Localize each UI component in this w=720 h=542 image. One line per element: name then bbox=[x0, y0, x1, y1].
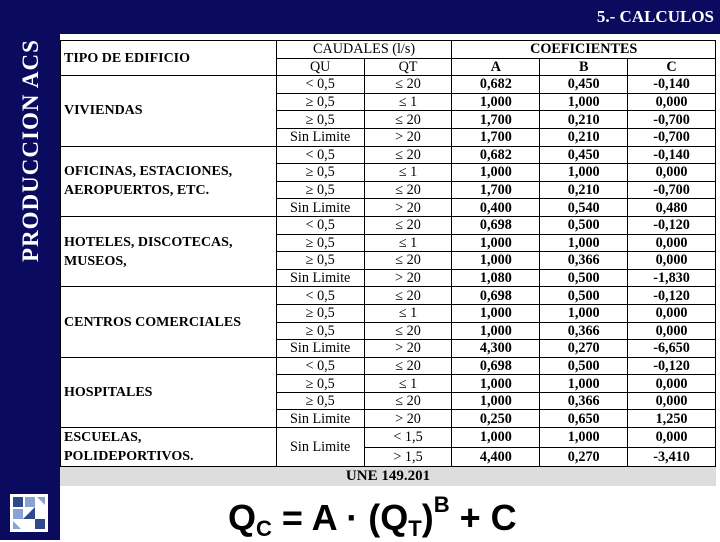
cell-qu: < 0,5 bbox=[276, 287, 364, 305]
cell-c: 0,000 bbox=[628, 234, 716, 252]
cell-a: 1,700 bbox=[452, 111, 540, 129]
cell-b: 0,500 bbox=[540, 269, 628, 287]
cell-b: 1,000 bbox=[540, 375, 628, 393]
cell-a: 1,080 bbox=[452, 269, 540, 287]
cell-qt: ≤ 20 bbox=[364, 181, 452, 199]
cell-qt: < 1,5 bbox=[364, 428, 452, 448]
cell-a: 1,000 bbox=[452, 93, 540, 111]
cell-b: 1,000 bbox=[540, 428, 628, 448]
building-type: ESCUELAS, POLIDEPORTIVOS. bbox=[61, 428, 277, 467]
cell-c: -0,700 bbox=[628, 111, 716, 129]
cell-qu: ≥ 0,5 bbox=[276, 375, 364, 393]
cell-qt: ≤ 20 bbox=[364, 392, 452, 410]
table-row bbox=[61, 76, 716, 94]
cell-a: 1,000 bbox=[452, 304, 540, 322]
cell-c: -3,410 bbox=[628, 447, 716, 467]
cell-qt: ≤ 1 bbox=[364, 234, 452, 252]
cell-qu: < 0,5 bbox=[276, 146, 364, 164]
cell-a: 1,000 bbox=[452, 392, 540, 410]
cell-c: 0,000 bbox=[628, 93, 716, 111]
cell-c: -0,120 bbox=[628, 357, 716, 375]
cell-qt: ≤ 20 bbox=[364, 76, 452, 94]
cell-a: 0,400 bbox=[452, 199, 540, 217]
cell-qt: ≤ 20 bbox=[364, 146, 452, 164]
cell-qt: ≤ 20 bbox=[364, 111, 452, 129]
cell-qu: ≥ 0,5 bbox=[276, 392, 364, 410]
cell-c: -1,830 bbox=[628, 269, 716, 287]
cell-c: 0,000 bbox=[628, 322, 716, 340]
cell-b: 0,270 bbox=[540, 340, 628, 358]
cell-a: 0,682 bbox=[452, 146, 540, 164]
cell-b: 0,540 bbox=[540, 199, 628, 217]
cell-a: 1,000 bbox=[452, 164, 540, 182]
cell-b: 1,000 bbox=[540, 234, 628, 252]
cell-qt: ≤ 1 bbox=[364, 93, 452, 111]
cell-c: 0,000 bbox=[628, 428, 716, 448]
cell-qt: ≤ 20 bbox=[364, 216, 452, 234]
building-type: OFICINAS, ESTACIONES, AEROPUERTOS, ETC. bbox=[61, 146, 277, 216]
cell-qu: Sin Limite bbox=[276, 340, 364, 358]
cell-qu: ≥ 0,5 bbox=[276, 322, 364, 340]
cell-b: 0,366 bbox=[540, 322, 628, 340]
cell-b: 0,366 bbox=[540, 252, 628, 270]
cell-qu: ≥ 0,5 bbox=[276, 304, 364, 322]
cell-b: 1,000 bbox=[540, 164, 628, 182]
building-type: HOSPITALES bbox=[61, 357, 277, 427]
cell-a: 0,698 bbox=[452, 357, 540, 375]
cell-a: 1,700 bbox=[452, 181, 540, 199]
cell-qu: ≥ 0,5 bbox=[276, 93, 364, 111]
cell-qu: < 0,5 bbox=[276, 357, 364, 375]
cell-qt: ≤ 20 bbox=[364, 287, 452, 305]
cell-qu: Sin Limite bbox=[276, 410, 364, 428]
cell-c: -0,140 bbox=[628, 76, 716, 94]
cell-qu: Sin Limite bbox=[276, 428, 364, 467]
cell-a: 0,682 bbox=[452, 76, 540, 94]
cell-b: 0,450 bbox=[540, 146, 628, 164]
cell-a: 0,698 bbox=[452, 216, 540, 234]
cell-qu: ≥ 0,5 bbox=[276, 234, 364, 252]
cell-qu: < 0,5 bbox=[276, 216, 364, 234]
cell-b: 1,000 bbox=[540, 304, 628, 322]
building-type: HOTELES, DISCOTECAS, MUSEOS, bbox=[61, 216, 277, 286]
cell-a: 1,700 bbox=[452, 128, 540, 146]
header-caudales: CAUDALES (l/s) bbox=[276, 41, 452, 59]
cell-qu: ≥ 0,5 bbox=[276, 164, 364, 182]
cell-qu: ≥ 0,5 bbox=[276, 111, 364, 129]
slide-title: 5.- CALCULOS bbox=[596, 7, 714, 26]
cell-b: 0,210 bbox=[540, 111, 628, 129]
cell-qt: > 20 bbox=[364, 199, 452, 217]
header-coeficientes: COEFICIENTES bbox=[452, 41, 716, 59]
cell-c: -0,140 bbox=[628, 146, 716, 164]
cell-qu: Sin Limite bbox=[276, 199, 364, 217]
cell-c: 0,000 bbox=[628, 304, 716, 322]
cell-b: 0,210 bbox=[540, 181, 628, 199]
cell-c: 0,000 bbox=[628, 375, 716, 393]
cell-c: 0,000 bbox=[628, 392, 716, 410]
cell-b: 0,366 bbox=[540, 392, 628, 410]
cell-a: 4,300 bbox=[452, 340, 540, 358]
cell-qu: ≥ 0,5 bbox=[276, 181, 364, 199]
header-c: C bbox=[628, 58, 716, 76]
cell-qt: > 20 bbox=[364, 410, 452, 428]
cell-c: 0,000 bbox=[628, 164, 716, 182]
cell-b: 0,500 bbox=[540, 287, 628, 305]
coefficients-table bbox=[60, 40, 716, 467]
sidebar-title: PRODUCCION ACS bbox=[18, 39, 43, 262]
header-qu: QU bbox=[276, 58, 364, 76]
cell-b: 0,210 bbox=[540, 128, 628, 146]
cell-a: 4,400 bbox=[452, 447, 540, 467]
coefficients-table-wrap bbox=[60, 40, 716, 486]
building-type: CENTROS COMERCIALES bbox=[61, 287, 277, 357]
cell-a: 1,000 bbox=[452, 322, 540, 340]
cell-b: 0,450 bbox=[540, 76, 628, 94]
cell-b: 0,650 bbox=[540, 410, 628, 428]
cell-c: -6,650 bbox=[628, 340, 716, 358]
table-row bbox=[61, 287, 716, 305]
cell-c: 1,250 bbox=[628, 410, 716, 428]
cell-a: 1,000 bbox=[452, 234, 540, 252]
cell-a: 0,250 bbox=[452, 410, 540, 428]
cell-c: -0,700 bbox=[628, 181, 716, 199]
header-a: A bbox=[452, 58, 540, 76]
cell-a: 0,698 bbox=[452, 287, 540, 305]
building-type: VIVIENDAS bbox=[61, 76, 277, 146]
cell-a: 1,000 bbox=[452, 428, 540, 448]
cell-b: 0,500 bbox=[540, 216, 628, 234]
table-row bbox=[61, 428, 716, 448]
cell-qt: > 20 bbox=[364, 269, 452, 287]
cell-qt: ≤ 20 bbox=[364, 357, 452, 375]
cell-qt: ≤ 20 bbox=[364, 322, 452, 340]
table-row bbox=[61, 146, 716, 164]
table-row bbox=[61, 357, 716, 375]
cell-qu: Sin Limite bbox=[276, 269, 364, 287]
cell-c: 0,480 bbox=[628, 199, 716, 217]
formula: $Q_C = A \cdot (Q_T)^B + C$ bbox=[228, 492, 517, 541]
cell-qt: ≤ 1 bbox=[364, 164, 452, 182]
header-qt: QT bbox=[364, 58, 452, 76]
cell-c: -0,700 bbox=[628, 128, 716, 146]
header-type: TIPO DE EDIFICIO bbox=[61, 41, 277, 76]
cell-qt: > 20 bbox=[364, 340, 452, 358]
cell-b: 1,000 bbox=[540, 93, 628, 111]
cell-a: 1,000 bbox=[452, 252, 540, 270]
cell-b: 0,500 bbox=[540, 357, 628, 375]
cell-qt: ≤ 1 bbox=[364, 375, 452, 393]
cell-qu: ≥ 0,5 bbox=[276, 252, 364, 270]
cell-qu: Sin Limite bbox=[276, 128, 364, 146]
cell-c: -0,120 bbox=[628, 287, 716, 305]
cell-qt: ≤ 20 bbox=[364, 252, 452, 270]
cell-a: 1,000 bbox=[452, 375, 540, 393]
header-b: B bbox=[540, 58, 628, 76]
cell-qt: > 20 bbox=[364, 128, 452, 146]
logo-icon bbox=[10, 494, 48, 532]
cell-c: 0,000 bbox=[628, 252, 716, 270]
cell-qt: ≤ 1 bbox=[364, 304, 452, 322]
cell-qt: > 1,5 bbox=[364, 447, 452, 467]
source-label: UNE 149.201 bbox=[345, 468, 431, 484]
table-row bbox=[61, 216, 716, 234]
cell-c: -0,120 bbox=[628, 216, 716, 234]
cell-b: 0,270 bbox=[540, 447, 628, 467]
cell-qu: < 0,5 bbox=[276, 76, 364, 94]
table-body bbox=[61, 41, 716, 467]
